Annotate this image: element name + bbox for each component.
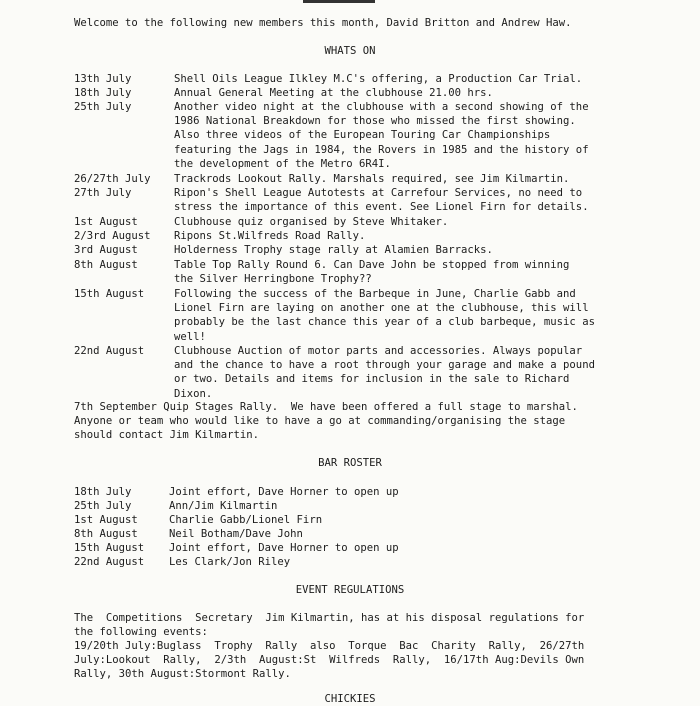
event-description: Another video night at the clubhouse with a second showing of the 1986 National Breakdown for those who missed the first showing. Also three videos of the European Touring Car Championships featuring the Jags in 1984, the Rovers in 1985 and the history of the development of the Metro 6R4I. bbox=[174, 101, 589, 170]
event-description: Trackrods Lookout Rally. Marshals required, see Jim Kilmartin. bbox=[174, 173, 570, 185]
event-description: Annual General Meeting at the clubhouse 21.00 hrs. bbox=[174, 87, 493, 99]
regulations-line: Rally, 30th August:Stormont Rally. bbox=[74, 668, 291, 680]
regulations-line: the following events: bbox=[74, 626, 208, 638]
event-date: 22nd August bbox=[74, 345, 145, 357]
event-date: 26/27th July bbox=[74, 173, 151, 185]
event-description: Ripon's Shell League Autotests at Carrefour Services, no need to stress the importance of this event. See Lionel Firn for details. bbox=[174, 187, 589, 214]
cut-off-heading-rule bbox=[303, 0, 375, 3]
event-description: Clubhouse quiz organised by Steve Whitaker. bbox=[174, 216, 449, 228]
roster-date: 15th August bbox=[74, 542, 145, 554]
whats-on-heading: WHATS ON bbox=[324, 45, 376, 57]
event-date: 3rd August bbox=[74, 244, 138, 256]
roster-date: 18th July bbox=[74, 486, 132, 498]
september-event-line: Anyone or team who would like to have a go at commanding/organising the stage bbox=[74, 415, 566, 427]
roster-duty: Charlie Gabb/Lionel Firn bbox=[169, 514, 323, 526]
event-date: 13th July bbox=[74, 73, 132, 85]
event-date: 2/3rd August bbox=[74, 230, 151, 242]
event-regulations-heading: EVENT REGULATIONS bbox=[295, 584, 405, 596]
event-date: 15th August bbox=[74, 288, 145, 300]
roster-date: 8th August bbox=[74, 528, 138, 540]
regulations-line: 19/20th July:Buglass Trophy Rally also Torque Bac Charity Rally, 26/27th bbox=[74, 640, 585, 652]
roster-duty: Joint effort, Dave Horner to open up bbox=[169, 486, 399, 498]
next-section-heading: CHICKIES bbox=[324, 693, 376, 705]
event-date: 27th July bbox=[74, 187, 132, 199]
bar-roster-heading: BAR ROSTER bbox=[318, 457, 382, 469]
roster-date: 25th July bbox=[74, 500, 132, 512]
september-event-line: 7th September Quip Stages Rally. We have been offered a full stage to marshal. bbox=[74, 401, 578, 413]
roster-duty: Joint effort, Dave Horner to open up bbox=[169, 542, 399, 554]
roster-date: 1st August bbox=[74, 514, 138, 526]
event-description: Ripons St.Wilfreds Road Rally. bbox=[174, 230, 366, 242]
event-description: Following the success of the Barbeque in June, Charlie Gabb and Lionel Firn are laying on another one at the clubhouse, this will probably be the last chance this year of a club barbeque, music as well! bbox=[174, 288, 595, 343]
roster-duty: Ann/Jim Kilmartin bbox=[169, 500, 278, 512]
event-description: Table Top Rally Round 6. Can Dave John be stopped from winning the Silver Herringbone Trophy?? bbox=[174, 259, 570, 286]
event-description: Shell Oils League Ilkley M.C's offering, a Production Car Trial. bbox=[174, 73, 583, 85]
regulations-line: July:Lookout Rally, 2/3th August:St Wilfreds Rally, 16/17th Aug:Devils Own bbox=[74, 654, 585, 666]
event-description: Holderness Trophy stage rally at Alamien Barracks. bbox=[174, 244, 493, 256]
event-date: 25th July bbox=[74, 101, 132, 113]
roster-duty: Neil Botham/Dave John bbox=[169, 528, 303, 540]
roster-duty: Les Clark/Jon Riley bbox=[169, 556, 291, 568]
roster-date: 22nd August bbox=[74, 556, 145, 568]
september-event-line: should contact Jim Kilmartin. bbox=[74, 429, 259, 441]
event-date: 1st August bbox=[74, 216, 138, 228]
regulations-line: The Competitions Secretary Jim Kilmartin, has at his disposal regulations for bbox=[74, 612, 585, 624]
welcome-text: Welcome to the following new members this month, David Britton and Andrew Haw. bbox=[74, 17, 572, 29]
event-date: 8th August bbox=[74, 259, 138, 271]
event-description: Clubhouse Auction of motor parts and accessories. Always popular and the chance to have a root through your garage and make a pound or two. Details and items for inclusion in the sale to Richard Dixon. bbox=[174, 345, 595, 400]
event-date: 18th July bbox=[74, 87, 132, 99]
